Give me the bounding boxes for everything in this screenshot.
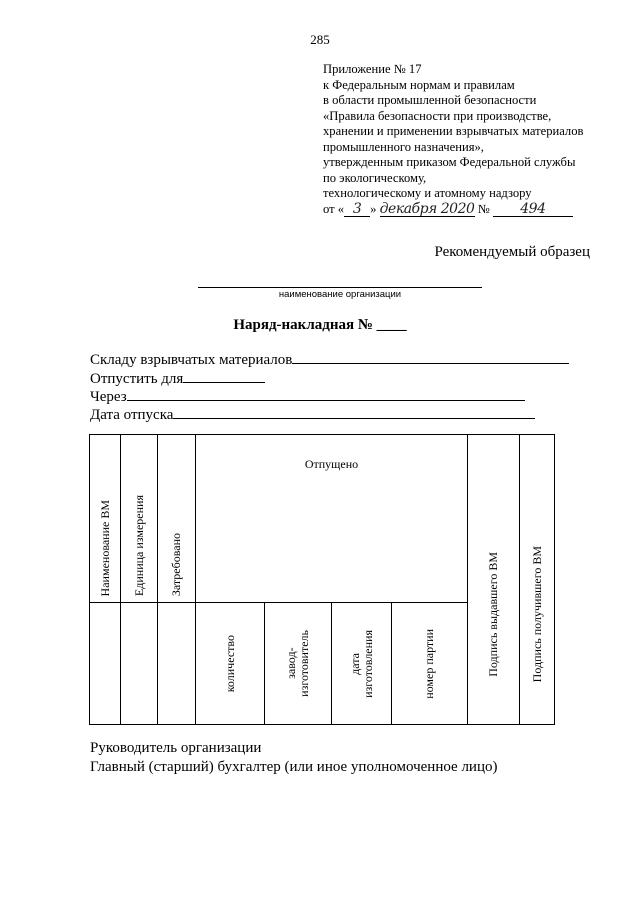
page-number: 285 bbox=[310, 32, 330, 47]
organization-name-line bbox=[198, 287, 482, 288]
sub-header-manufacturer: завод- изготовитель bbox=[265, 603, 332, 725]
number-label: № bbox=[477, 201, 490, 216]
col-header-unit: Единица измерения bbox=[121, 435, 158, 603]
order-date-line bbox=[323, 202, 623, 218]
sub-header-manufacture-date: дата изготовления bbox=[332, 603, 392, 725]
sub-header-batch-number: номер партии bbox=[392, 603, 468, 725]
appendix-line: технологическому и атомному надзору bbox=[323, 186, 532, 200]
field-warehouse-line bbox=[292, 351, 569, 364]
appendix-line: утвержденным приказом Федеральной службы bbox=[323, 155, 576, 169]
col-header-released: Отпущено bbox=[196, 435, 468, 603]
field-release-date-label: Дата отпуска bbox=[90, 407, 174, 423]
footer-head-of-organization: Руководитель организации bbox=[90, 740, 262, 756]
appendix-line: к Федеральным нормам и правилам bbox=[323, 77, 515, 92]
col-header-requested: Затребовано bbox=[158, 435, 196, 603]
cell-unit-value bbox=[121, 603, 158, 725]
date-month-year: декабря 2020 bbox=[379, 200, 475, 217]
appendix-line: хранении и применении взрывчатых материалов bbox=[323, 124, 584, 138]
sub-header-quantity: количество bbox=[196, 603, 265, 725]
field-release-to bbox=[90, 370, 265, 388]
date-prefix: от « bbox=[323, 201, 345, 216]
field-release-date bbox=[90, 406, 535, 424]
recommended-sample-label: Рекомендуемый образец bbox=[434, 244, 590, 260]
document-title: Наряд-накладная № ____ bbox=[233, 317, 407, 333]
field-through bbox=[90, 388, 525, 406]
date-day: 3 bbox=[344, 202, 370, 217]
cell-requested-value bbox=[158, 603, 196, 725]
col-header-issuer-signature: Подпись выдавшего ВМ bbox=[468, 435, 520, 725]
waybill-table bbox=[89, 434, 555, 725]
field-through-label: Через bbox=[90, 389, 127, 405]
appendix-line: «Правила безопасности при производстве, bbox=[323, 108, 552, 123]
field-release-to-line bbox=[183, 370, 265, 383]
field-warehouse bbox=[90, 351, 569, 369]
appendix-line: по экологическому, bbox=[323, 170, 427, 185]
field-warehouse-label: Складу взрывчатых материалов bbox=[90, 352, 293, 368]
field-release-to-label: Отпустить для bbox=[90, 371, 184, 387]
appendix-line: Приложение № 17 bbox=[323, 62, 422, 76]
cell-name-value bbox=[90, 603, 121, 725]
order-number: 494 bbox=[493, 202, 573, 217]
date-sep: » bbox=[370, 201, 377, 216]
appendix-line: в области промышленной безопасности bbox=[323, 93, 537, 107]
footer-chief-accountant: Главный (старший) бухгалтер (или иное уполномоченное лицо) bbox=[90, 759, 498, 775]
field-release-date-line bbox=[173, 406, 535, 419]
col-header-name: Наименование ВМ bbox=[90, 435, 121, 603]
field-through-line bbox=[127, 388, 525, 401]
col-header-receiver-signature: Подпись получившего ВМ bbox=[520, 435, 555, 725]
appendix-line: промышленного назначения», bbox=[323, 139, 484, 154]
organization-name-caption: наименование организации bbox=[278, 289, 402, 300]
appendix-block bbox=[323, 62, 623, 217]
